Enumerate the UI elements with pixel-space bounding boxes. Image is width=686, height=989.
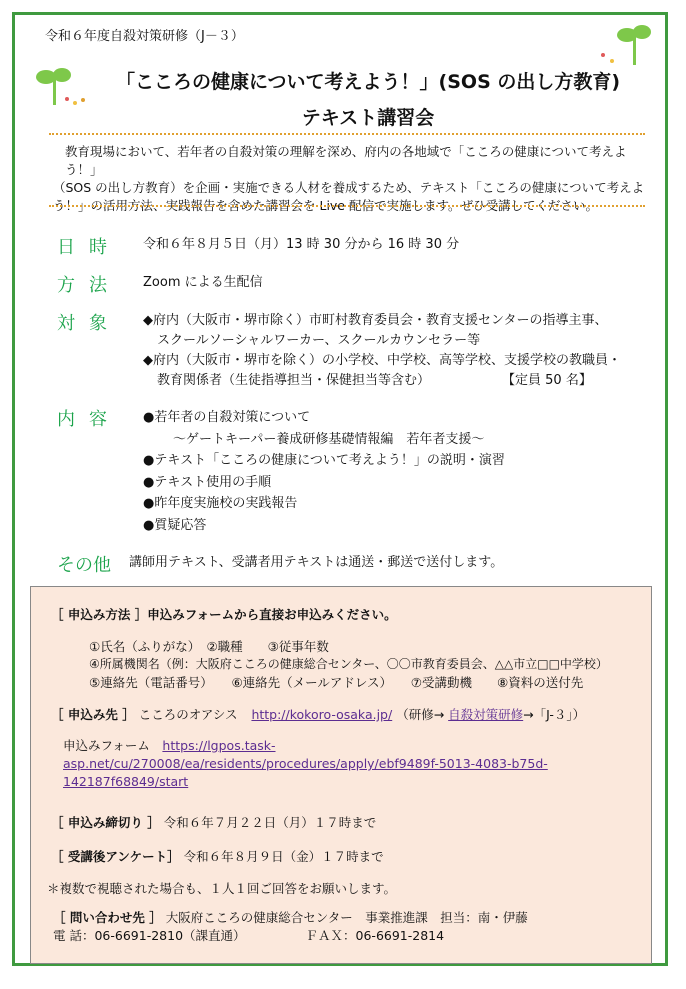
target-label: 対象 bbox=[57, 313, 121, 334]
sprout-icon bbox=[35, 63, 75, 107]
capacity: 【定員 50 名】 bbox=[502, 373, 592, 388]
divider bbox=[49, 133, 645, 135]
date-label: 日時 bbox=[57, 237, 121, 258]
form-link[interactable]: asp.net/cu/270008/ea/residents/procedures/apply/ebf9489f-5013-4083-b75d- bbox=[63, 756, 548, 771]
deadline: ［ 申込み締切り ］ 令和６年７月２２日（月）１７時まで bbox=[51, 815, 377, 830]
divider bbox=[49, 205, 645, 207]
required-items-1: ①氏名（ふりがな） ②職種 ③従事年数 bbox=[89, 639, 329, 654]
date-value: 令和６年８月５日（月）13 時 30 分から 16 時 30 分 bbox=[143, 237, 460, 252]
other-value: 講師用テキスト、受講者用テキストは通送・郵送で送付します。 bbox=[129, 555, 504, 570]
application-form: 申込みフォーム https://lgpos.task- asp.net/cu/270008/ea/residents/procedures/apply/ebf9489f-5013-4083-b75d- 142187f68849/start bbox=[63, 738, 548, 789]
method-label: 方法 bbox=[57, 275, 121, 296]
other-label: その他 bbox=[57, 555, 111, 576]
application-method-heading: ［ 申込み方法 ］申込みフォームから直接お申込みください。 bbox=[51, 607, 397, 622]
training-code: 令和６年度自殺対策研修（J－３） bbox=[45, 29, 244, 44]
fax: ＦＡＸ：06-6691-2814 bbox=[305, 928, 445, 943]
flyer-page bbox=[12, 12, 668, 966]
suicide-prevention-training-link[interactable]: 自殺対策研修 bbox=[448, 707, 524, 722]
content-list: ●若年者の自殺対策について ～ゲートキーパー養成研修基礎情報編 若年者支援～ ●テキスト「こころの健康について考えよう！」の説明・演習 ●テキスト使用の手順 ●昨年度実施校の実践報告 ●質疑応答 bbox=[143, 410, 505, 533]
sprout-icon bbox=[615, 21, 655, 69]
survey: ［ 受講後アンケート］ 令和６年８月９日（金）１７時まで bbox=[51, 849, 384, 864]
target-list: ◆府内（大阪市・堺市除く）市町村教育委員会・教育支援センターの指導主事、 スクールソーシャルワーカー、スクールカウンセラー等 ◆府内（大阪市・堺市を除く）の小学校、中学校、高等学校、支援学校の教職員・ 教育関係者（生徒指導担当・保健担当等含む） 【定員 50 名】 bbox=[143, 313, 621, 388]
form-link[interactable]: 142187f68849/start bbox=[63, 774, 189, 789]
form-link[interactable]: https://lgpos.task- bbox=[162, 738, 276, 753]
contact: ［ 問い合わせ先 ］ 大阪府こころの健康総合センター 事業推進課 担当：南・伊藤 電 話：06-6691-2810（課直通） ＦＡＸ：06-6691-2814 bbox=[53, 910, 528, 943]
title-sub: テキスト講習会 bbox=[301, 107, 435, 129]
required-items-2: ④所属機関名（例：大阪府こころの健康総合センター、〇〇市教育委員会、△△市立□□中学校） bbox=[89, 657, 608, 671]
oasis-link[interactable]: http://kokoro-osaka.jp/ bbox=[251, 707, 393, 722]
title-main: 「こころの健康について考えよう！」(SOS の出し方教育) bbox=[115, 71, 621, 93]
phone: 電 話：06-6691-2810（課直通） bbox=[53, 928, 246, 943]
note: ＊複数で視聴された場合も、１人１回ご回答をお願いします。 bbox=[47, 881, 397, 896]
required-items-3: ⑤連絡先（電話番号） ⑥連絡先（メールアドレス） ⑦受講動機 ⑧資料の送付先 bbox=[89, 675, 584, 690]
method-value: Zoom による生配信 bbox=[143, 275, 263, 290]
application-box bbox=[30, 586, 652, 964]
content-label: 内容 bbox=[57, 409, 121, 430]
application-destination: ［ 申込み先 ］ こころのオアシス http://kokoro-osaka.jp/ （研修→ 自殺対策研修→「J-３」） bbox=[51, 707, 586, 722]
intro-text: 教育現場において、若年者の自殺対策の理解を深め、府内の各地域で「こころの健康について考えよう！」 （SOS の出し方教育）を企画・実施できる人材を養成するため、テキスト「こころの健康について考えよ う！」の活用方法、実践報告を含めた講習会を Live 配信で実施します。ぜひ受講してください。 bbox=[53, 144, 645, 213]
